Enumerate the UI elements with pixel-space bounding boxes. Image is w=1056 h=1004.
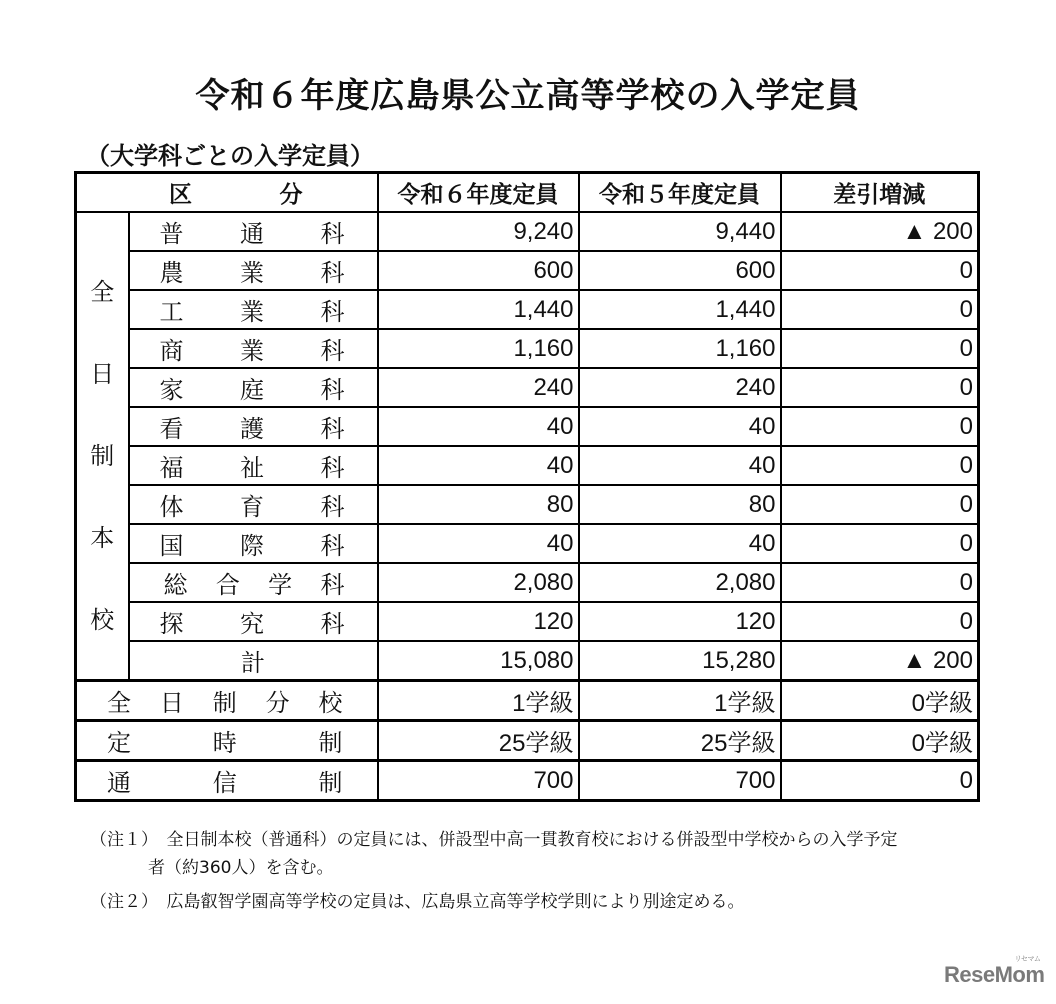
total-row [76, 641, 979, 681]
diff-value: 0 [781, 368, 979, 407]
total-r6: 15,080 [378, 641, 579, 681]
diff-value: 0 [781, 602, 979, 641]
r6-value: 1,160 [378, 329, 579, 368]
r5-value: 25学級 [579, 721, 781, 761]
r5-value: 40 [579, 446, 781, 485]
category-cell: 定 時 制 [76, 721, 378, 761]
diff-value: ▲ 200 [781, 212, 979, 251]
r6-value: 240 [378, 368, 579, 407]
r5-value: 1学級 [579, 681, 781, 721]
r5-value: 120 [579, 602, 781, 641]
diff-value: 0学級 [781, 681, 979, 721]
category-cell: 国 際 科 [129, 524, 378, 563]
r6-value: 700 [378, 761, 579, 801]
diff-value: 0 [781, 446, 979, 485]
table-row [76, 290, 979, 329]
r6-value: 1学級 [378, 681, 579, 721]
note-2: （注２） 広島叡智学園高等学校の定員は、広島県立高等学校学則により別途定める。 [90, 892, 745, 912]
diff-value: 0 [781, 407, 979, 446]
table-row [76, 329, 979, 368]
r5-value: 700 [579, 761, 781, 801]
r6-value: 600 [378, 251, 579, 290]
diff-value: 0 [781, 524, 979, 563]
header-category: 区 分 [76, 173, 378, 213]
diff-value: 0 [781, 761, 979, 801]
header-r6: 令和６年度定員 [378, 173, 579, 213]
table-row [76, 485, 979, 524]
table-row [76, 407, 979, 446]
r6-value: 2,080 [378, 563, 579, 602]
r5-value: 2,080 [579, 563, 781, 602]
table-row [76, 721, 979, 761]
total-label: 計 [129, 641, 378, 681]
table-row [76, 446, 979, 485]
category-cell: 探 究 科 [129, 602, 378, 641]
resemom-logo: ReseMom リセマム [944, 956, 1045, 987]
header-r5: 令和５年度定員 [579, 173, 781, 213]
header-row [76, 173, 979, 213]
diff-value: 0 [781, 329, 979, 368]
category-cell: 工 業 科 [129, 290, 378, 329]
total-diff: ▲ 200 [781, 641, 979, 681]
category-cell: 全 日 制 分 校 [76, 681, 378, 721]
diff-value: 0 [781, 563, 979, 602]
r6-value: 40 [378, 524, 579, 563]
category-cell: 体 育 科 [129, 485, 378, 524]
r6-value: 25学級 [378, 721, 579, 761]
header-diff: 差引増減 [781, 173, 979, 213]
table-subtitle: （大学科ごとの入学定員） [86, 142, 374, 170]
table-row [76, 524, 979, 563]
table-row [76, 212, 979, 251]
diff-value: 0学級 [781, 721, 979, 761]
table-row [76, 761, 979, 801]
r6-value: 40 [378, 407, 579, 446]
category-cell: 農 業 科 [129, 251, 378, 290]
r5-value: 1,440 [579, 290, 781, 329]
r6-value: 9,240 [378, 212, 579, 251]
category-cell: 総 合 学 科 [129, 563, 378, 602]
table-row [76, 251, 979, 290]
note-1-cont: 者（約360人）を含む。 [148, 858, 334, 878]
r6-value: 120 [378, 602, 579, 641]
diff-value: 0 [781, 251, 979, 290]
note-1: （注１） 全日制本校（普通科）の定員には、併設型中高一貫教育校における併設型中学校からの入学予定 [90, 830, 898, 850]
category-cell: 普 通 科 [129, 212, 378, 251]
category-cell: 看 護 科 [129, 407, 378, 446]
category-cell: 福 祉 科 [129, 446, 378, 485]
category-cell: 家 庭 科 [129, 368, 378, 407]
category-cell: 通 信 制 [76, 761, 378, 801]
table-row [76, 681, 979, 721]
table-row [76, 602, 979, 641]
group-label-zennichisei-honko: 全 日 制 本 校 [76, 212, 129, 681]
r5-value: 9,440 [579, 212, 781, 251]
r6-value: 80 [378, 485, 579, 524]
diff-value: 0 [781, 485, 979, 524]
table-row [76, 563, 979, 602]
diff-value: 0 [781, 290, 979, 329]
page-title: 令和６年度広島県公立高等学校の入学定員 [195, 76, 861, 116]
r5-value: 600 [579, 251, 781, 290]
r6-value: 40 [378, 446, 579, 485]
total-r5: 15,280 [579, 641, 781, 681]
capacity-table [74, 171, 980, 802]
r5-value: 40 [579, 524, 781, 563]
r6-value: 1,440 [378, 290, 579, 329]
r5-value: 1,160 [579, 329, 781, 368]
category-cell: 商 業 科 [129, 329, 378, 368]
r5-value: 40 [579, 407, 781, 446]
r5-value: 240 [579, 368, 781, 407]
table-row [76, 368, 979, 407]
footnotes [90, 826, 898, 916]
r5-value: 80 [579, 485, 781, 524]
